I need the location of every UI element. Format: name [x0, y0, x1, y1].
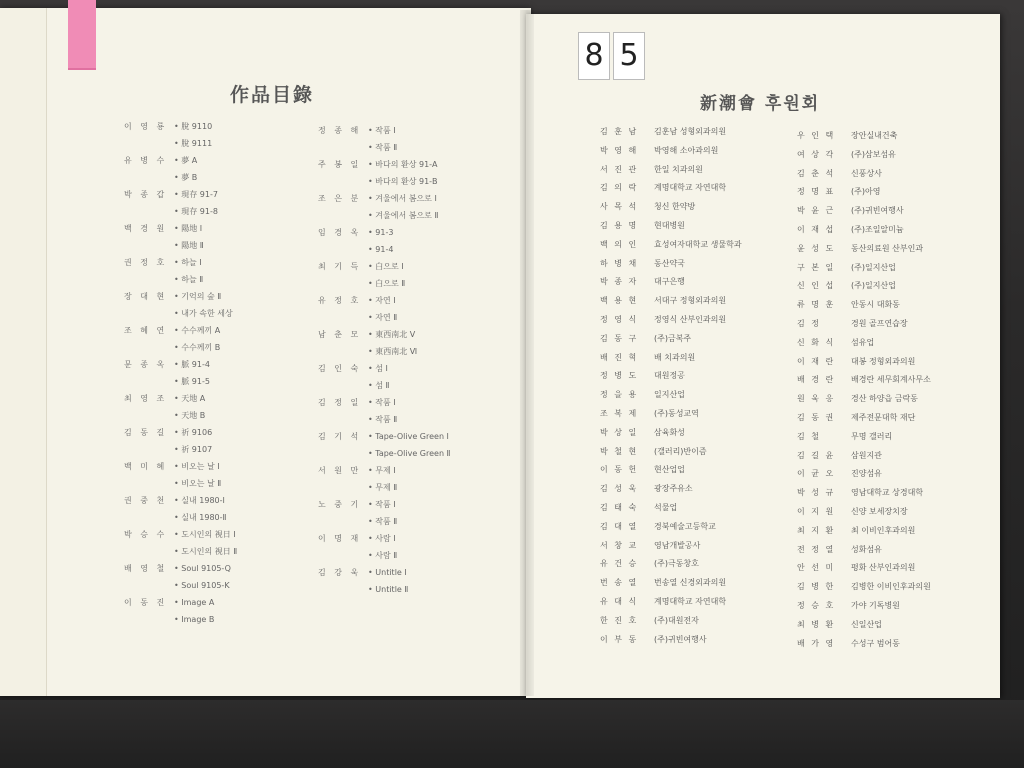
work-title: • 91-4	[368, 241, 393, 258]
work-title: • 東西南北 Ⅴ	[368, 326, 415, 343]
sponsor-affiliation: 가야 기독병원	[851, 600, 900, 610]
work-title: • 陽地 Ⅱ	[174, 237, 204, 254]
artist-name: 김 동 길	[124, 428, 168, 437]
sponsor-affiliation: 배경란 세무회계사무소	[851, 375, 931, 385]
work-title: • 祈 9106	[174, 424, 212, 441]
sponsor-name: 김 훈 남	[600, 127, 639, 136]
work-title: • 작품 Ⅱ	[368, 411, 397, 428]
work-title: • 脈 91-4	[174, 356, 210, 373]
artist-name: 조 은 분	[318, 194, 362, 203]
artist-name: 최 영 조	[124, 394, 168, 403]
sponsor-affiliation: (주)귀빈여행사	[654, 634, 707, 644]
artist-name: 박 승 수	[124, 530, 168, 539]
sponsor-affiliation: 대봉 정형외과의원	[851, 356, 916, 366]
sponsor-name: 이 지 원	[797, 506, 836, 516]
sponsor-name: 신 인 섭	[797, 281, 836, 291]
sponsor-name: 이 재 란	[797, 356, 836, 366]
sponsor-affiliation: 현대병원	[654, 220, 685, 230]
work-title: • Image B	[174, 611, 214, 628]
sponsor-affiliation: 경북예술고등학교	[654, 521, 716, 531]
work-title: • 도시인의 視日 Ⅰ	[174, 526, 236, 543]
artist-name: 이 영 룡	[124, 122, 168, 131]
sponsor-affiliation: 석물업	[654, 502, 678, 512]
work-title: • 脫 9110	[174, 118, 212, 135]
sponsor-name: 사 목 석	[600, 202, 639, 212]
sponsor-affiliation: 대원정공	[654, 371, 685, 381]
work-title: • 비오는 날 Ⅰ	[174, 458, 220, 475]
sponsor-affiliation: (주)일지산업	[851, 262, 896, 272]
work-title: • 작품 Ⅰ	[368, 496, 396, 513]
sponsor-affiliation: (갤러리)반이즘	[654, 446, 707, 456]
sponsor-name: 정 병 도	[600, 371, 639, 381]
sponsor-name: 김 길 윤	[797, 450, 836, 460]
sponsor-name: 이 동 헌	[600, 465, 639, 475]
sponsor-name: 유 건 승	[600, 559, 639, 569]
artist-name: 조 혜 연	[124, 326, 168, 335]
sponsor-affiliation: 광장주유소	[654, 484, 693, 494]
work-title: • 夢 B	[174, 169, 197, 186]
work-title: • 실내 1980-Ⅰ	[174, 492, 225, 509]
artist-name: 권 중 천	[124, 496, 168, 505]
sponsor-name: 윤 성 도	[797, 243, 836, 253]
work-title: • 脫 9111	[174, 135, 212, 152]
sponsor-affiliation: (주)귀빈여행사	[851, 206, 904, 216]
sponsor-name: 박 윤 근	[797, 206, 836, 216]
artist-name: 김 정 일	[318, 398, 362, 407]
artist-name: 박 종 갑	[124, 190, 168, 199]
work-title: • 바다의 환상 91-A	[368, 156, 438, 173]
work-title: • 白으로 Ⅰ	[368, 258, 404, 275]
sponsor-name: 김 용 명	[600, 220, 639, 230]
bottom-surface	[0, 700, 1024, 768]
page-number-digit: 8	[578, 32, 610, 80]
work-title: • 바다의 환상 91-B	[368, 173, 438, 190]
sponsor-affiliation: 성화섬유	[851, 544, 882, 554]
sponsor-affiliation: 정영식 산부인과의원	[654, 314, 727, 324]
sponsor-affiliation: 제주전문대학 재단	[851, 412, 916, 422]
sponsor-affiliation: 삼원지관	[851, 450, 882, 460]
work-title: • 겨울에서 봄으로 Ⅰ	[368, 190, 437, 207]
sponsor-affiliation: 삼육화성	[654, 427, 685, 437]
sponsor-affiliation: 김훈남 성형외과의원	[654, 127, 727, 136]
sponsor-affiliation: 한일 치과의원	[654, 164, 703, 174]
sponsor-affiliation: 수성구 범어동	[851, 638, 900, 648]
sponsor-affiliation: 최 이비인후과의원	[851, 525, 916, 535]
work-title: • 무제 Ⅱ	[368, 479, 397, 496]
sponsor-name: 박 종 자	[600, 277, 639, 287]
sponsor-name: 정 영 식	[600, 314, 639, 324]
work-title: • Tape-Olive Green Ⅱ	[368, 445, 451, 462]
sponsor-name: 김 철	[797, 431, 821, 441]
sponsor-affiliation: 영남대학교 상경대학	[851, 488, 924, 498]
sponsor-affiliation: 장안실내건축	[851, 131, 898, 140]
artist-name: 노 중 기	[318, 500, 362, 509]
artist-name: 백 미 혜	[124, 462, 168, 471]
sponsor-affiliation: 경원 골프연습장	[851, 318, 908, 328]
sponsor-name: 이 재 섭	[797, 224, 836, 234]
sponsor-name: 김 동 권	[797, 412, 836, 422]
sponsor-name: 백 의 인	[600, 239, 639, 249]
sponsor-affiliation: (주)대원전자	[654, 615, 699, 625]
sponsor-affiliation: (주)아영	[851, 187, 881, 197]
sponsor-affiliation: 동산의료원 산부인과	[851, 243, 924, 253]
sponsor-name: 김 의 락	[600, 183, 639, 193]
work-title: • Tape-Olive Green Ⅰ	[368, 428, 449, 445]
artist-name: 유 병 수	[124, 156, 168, 165]
artist-name: 서 원 만	[318, 466, 362, 475]
work-title: • 天地 B	[174, 407, 205, 424]
artist-name: 남 춘 모	[318, 330, 362, 339]
sponsor-name: 최 지 환	[797, 525, 836, 535]
work-title: • 겨울에서 봄으로 Ⅱ	[368, 207, 438, 224]
artist-name: 임 경 옥	[318, 228, 362, 237]
work-title: • Image A	[174, 594, 214, 611]
sponsor-name: 김 정	[797, 318, 821, 328]
work-title: • Untitle Ⅱ	[368, 581, 408, 598]
work-title: • 天地 A	[174, 390, 205, 407]
work-title: • 東西南北 Ⅵ	[368, 343, 417, 360]
sponsor-affiliation: 김병한 이비인후과의원	[851, 582, 931, 592]
artist-name: 이 동 진	[124, 598, 168, 607]
sponsor-affiliation: 일지산업	[654, 390, 685, 400]
work-title: • 무제 Ⅰ	[368, 462, 396, 479]
work-title: • 도시인의 視日 Ⅱ	[174, 543, 237, 560]
sponsor-affiliation: 효성여자대학교 생물학과	[654, 239, 742, 249]
sponsor-affiliation: (주)일지산업	[851, 281, 896, 291]
sponsor-name: 김 동 구	[600, 333, 639, 343]
sponsor-affiliation: 무명 갤러리	[851, 431, 893, 441]
artist-name: 백 경 원	[124, 224, 168, 233]
book-spine	[520, 10, 534, 696]
sponsor-name: 박 영 해	[600, 145, 639, 155]
sponsor-name: 박 상 일	[600, 427, 639, 437]
left-page-inner	[46, 8, 531, 696]
page-number-digit: 5	[613, 32, 645, 80]
sponsor-name: 안 선 미	[797, 563, 836, 573]
sponsor-affiliation: 신풍상사	[851, 168, 882, 178]
artist-name: 김 인 숙	[318, 364, 362, 373]
sponsor-name: 이 부 동	[600, 634, 639, 644]
artist-name: 주 봉 일	[318, 160, 362, 169]
work-title: • 기억의 숲 Ⅱ	[174, 288, 221, 305]
works-list-title: 作品目錄	[230, 84, 315, 106]
sponsor-name: 백 용 현	[600, 296, 639, 306]
left-page	[0, 8, 530, 696]
artist-name: 유 정 호	[318, 296, 362, 305]
sponsor-name: 류 명 훈	[797, 300, 836, 310]
work-title: • 자연 Ⅱ	[368, 309, 397, 326]
work-title: • 白으로 Ⅱ	[368, 275, 405, 292]
work-title: • 자연 Ⅰ	[368, 292, 396, 309]
sponsor-affiliation: 현산업업	[654, 465, 685, 475]
sponsor-name: 박 성 규	[797, 488, 836, 498]
sponsors-title: 新潮會 후원회	[700, 94, 821, 114]
work-title: • 祈 9107	[174, 441, 212, 458]
sponsor-name: 최 병 환	[797, 619, 836, 629]
artist-name: 권 정 호	[124, 258, 168, 267]
work-title: • 脈 91-5	[174, 373, 210, 390]
sponsor-name: 김 춘 석	[797, 168, 836, 178]
sponsor-name: 원 욱 응	[797, 394, 836, 404]
sponsor-affiliation: 서대구 정형외과의원	[654, 296, 727, 306]
sponsor-affiliation: 진양섬유	[851, 469, 882, 479]
sponsor-affiliation: (주)삼보섬유	[851, 149, 896, 159]
sponsor-affiliation: 동산약국	[654, 258, 685, 268]
sponsor-affiliation: 청신 한약방	[654, 202, 696, 212]
sponsor-name: 배 진 혁	[600, 352, 639, 362]
sponsor-affiliation: (주)동성교역	[654, 408, 699, 418]
sponsor-affiliation: 영남개발공사	[654, 540, 701, 550]
sponsor-affiliation: (주)금복주	[654, 333, 692, 343]
sponsor-affiliation: 배 치과의원	[654, 352, 696, 362]
work-title: • 91-3	[368, 224, 393, 241]
sponsor-name: 이 균 오	[797, 469, 836, 479]
sponsor-name: 조 복 제	[600, 408, 639, 418]
work-title: • Untitle Ⅰ	[368, 564, 407, 581]
sponsor-name: 하 병 채	[600, 258, 639, 268]
artist-name: 김 기 석	[318, 432, 362, 441]
work-title: • 사람 Ⅱ	[368, 547, 397, 564]
sponsor-affiliation: 번송열 신경외과의원	[654, 578, 727, 588]
work-title: • 섬 Ⅱ	[368, 377, 389, 394]
sponsor-affiliation: 계명대학교 자연대학	[654, 596, 727, 606]
sponsor-name: 김 태 숙	[600, 502, 639, 512]
artist-name: 이 명 재	[318, 534, 362, 543]
sponsor-name: 김 대 열	[600, 521, 639, 531]
work-title: • 陽地 Ⅰ	[174, 220, 202, 237]
pink-sticky-tab	[68, 0, 96, 70]
work-title: • 비오는 날 Ⅱ	[174, 475, 221, 492]
sponsor-name: 신 화 식	[797, 337, 836, 347]
artist-name: 최 기 득	[318, 262, 362, 271]
work-title: • 하늘 Ⅰ	[174, 254, 202, 271]
sponsor-name: 전 정 열	[797, 544, 836, 554]
sponsor-name: 번 송 열	[600, 578, 639, 588]
sponsor-name: 유 대 식	[600, 596, 639, 606]
work-title: • 現存 91-8	[174, 203, 218, 220]
work-title: • Soul 9105-K	[174, 577, 230, 594]
page-number-label	[578, 32, 646, 78]
work-title: • 실내 1980-Ⅱ	[174, 509, 226, 526]
artist-name: 정 종 해	[318, 126, 362, 135]
sponsor-affiliation: 안동시 대화동	[851, 300, 900, 310]
work-title: • 작품 Ⅰ	[368, 394, 396, 411]
sponsor-name: 구 본 일	[797, 262, 836, 272]
sponsor-name: 한 진 호	[600, 615, 639, 625]
sponsor-name: 정 명 표	[797, 187, 836, 197]
work-title: • 사람 Ⅰ	[368, 530, 396, 547]
sponsor-affiliation: 섬유업	[851, 337, 875, 347]
sponsor-name: 김 성 욱	[600, 484, 639, 494]
work-title: • 섬 Ⅰ	[368, 360, 388, 377]
work-title: • Soul 9105-Q	[174, 560, 231, 577]
work-title: • 내가 속한 세상	[174, 305, 233, 322]
work-title: • 작품 Ⅰ	[368, 122, 396, 139]
sponsor-affiliation: 계명대학교 자연대학	[654, 183, 727, 193]
sponsor-affiliation: (주)조일알미늄	[851, 224, 904, 234]
work-title: • 수수께끼 B	[174, 339, 220, 356]
sponsor-affiliation: (주)극동창호	[654, 559, 699, 569]
sponsor-name: 여 상 각	[797, 149, 836, 159]
artist-name: 배 영 철	[124, 564, 168, 573]
sponsor-name: 배 경 란	[797, 375, 836, 385]
sponsor-name: 서 진 관	[600, 164, 639, 174]
work-title: • 夢 A	[174, 152, 197, 169]
sponsor-name: 정 을 용	[600, 390, 639, 400]
sponsor-affiliation: 박영해 소아과의원	[654, 145, 719, 155]
artist-name: 장 대 현	[124, 292, 168, 301]
sponsor-name: 배 가 영	[797, 638, 836, 648]
sponsor-name: 김 병 한	[797, 582, 836, 592]
work-title: • 작품 Ⅱ	[368, 513, 397, 530]
sponsor-name: 서 창 교	[600, 540, 639, 550]
work-title: • 수수께끼 A	[174, 322, 220, 339]
sponsor-affiliation: 경산 하양읍 금락동	[851, 394, 918, 404]
sponsor-name: 박 철 현	[600, 446, 639, 456]
sponsor-name: 우 인 택	[797, 131, 836, 140]
sponsor-name: 정 승 호	[797, 600, 836, 610]
artist-name: 문 종 옥	[124, 360, 168, 369]
sponsor-affiliation: 신양 보세장치장	[851, 506, 908, 516]
artist-name: 김 강 욱	[318, 568, 362, 577]
work-title: • 하늘 Ⅱ	[174, 271, 203, 288]
sponsor-affiliation: 신일산업	[851, 619, 882, 629]
sponsor-affiliation: 대구은행	[654, 277, 685, 287]
work-title: • 작품 Ⅱ	[368, 139, 397, 156]
work-title: • 現存 91-7	[174, 186, 218, 203]
sponsor-affiliation: 평화 산부인과의원	[851, 563, 916, 573]
